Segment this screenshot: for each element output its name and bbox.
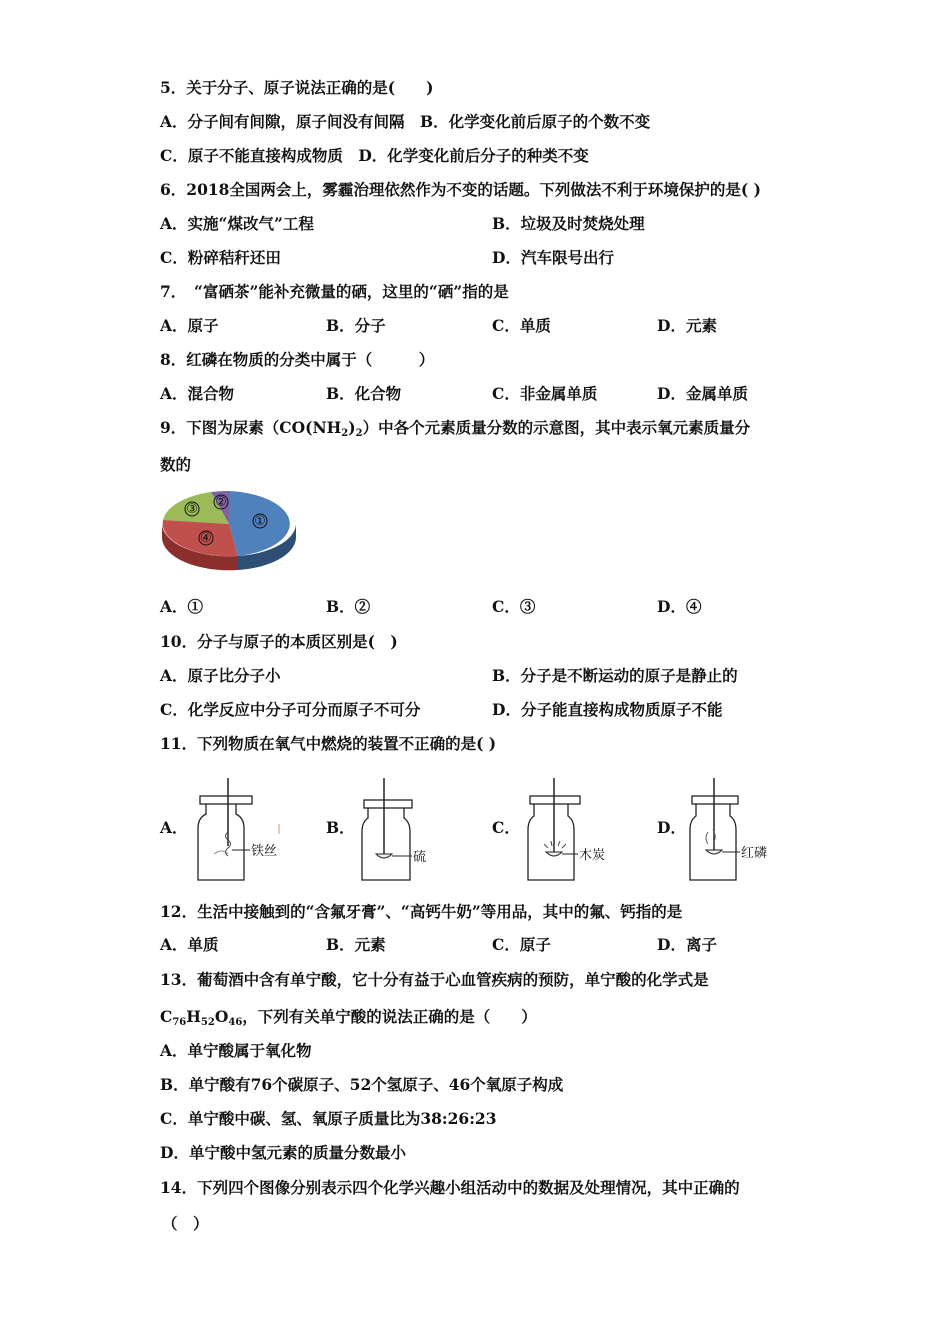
- q7-option-a: A．原子: [160, 316, 219, 335]
- q8-stem: 8．红磷在物质的分类中属于（ ）: [160, 350, 435, 369]
- q12-option-a: A．单质: [160, 935, 219, 954]
- pie-label-2: ②: [215, 495, 227, 510]
- q6-stem: 6．2018全国两会上，雾霾治理依然作为不变的话题。下列做法不利于环境保护的是( ): [160, 180, 761, 199]
- q10-stem: 10．分子与原子的本质区别是( ): [160, 632, 398, 651]
- jar-charcoal-illustration: [522, 774, 612, 886]
- q6-option-c: C．粉碎秸秆还田: [160, 248, 281, 267]
- q5-options-ab: A．分子间有间隙，原子间没有间隔 B．化学变化前后原子的个数不变: [160, 112, 651, 131]
- q5-stem: 5．关于分子、原子说法正确的是( ): [160, 78, 434, 97]
- q12-stem: 12．生活中接触到的“含氟牙膏”、“高钙牛奶”等用品，其中的氟、钙指的是: [160, 902, 683, 921]
- red-phosphorus-label: 红磷: [741, 846, 768, 861]
- q6-option-d: D．汽车限号出行: [492, 248, 614, 267]
- q12-option-d: D．离子: [657, 935, 717, 954]
- q8-option-d: D．金属单质: [657, 384, 748, 403]
- q10-option-c: C．化学反应中分子可分而原子不可分: [160, 700, 421, 719]
- q11-option-b: B．: [326, 818, 355, 837]
- q8-option-c: C．非金属单质: [492, 384, 598, 403]
- pie-label-3: ③: [186, 502, 198, 517]
- q11-option-a: A．: [160, 818, 188, 837]
- q12-option-c: C．原子: [492, 935, 551, 954]
- q13-stem: 13．葡萄酒中含有单宁酸，它十分有益于心血管疾病的预防，单宁酸的化学式是: [160, 970, 709, 989]
- q6-option-a: A．实施“煤改气”工程: [160, 214, 314, 233]
- q9-option-a: A．①: [160, 597, 204, 616]
- q7-stem: 7． “富硒茶”能补充微量的硒，这里的“硒”指的是: [160, 282, 509, 301]
- q13-option-b: B．单宁酸有76个碳原子、52个氢原子、46个氧原子构成: [160, 1075, 564, 1094]
- charcoal-label: 木炭: [579, 848, 606, 863]
- q7-option-b: B．分子: [326, 316, 386, 335]
- q13-option-d: D．单宁酸中氢元素的质量分数最小: [160, 1143, 406, 1162]
- jar-iron-wire-illustration: [192, 774, 287, 886]
- pie-label-4: ④: [200, 531, 212, 546]
- pie-label-1: ①: [254, 514, 266, 529]
- jar-sulfur-illustration: [356, 774, 436, 886]
- q6-option-b: B．垃圾及时焚烧处理: [492, 214, 645, 233]
- q10-option-d: D．分子能直接构成物质原子不能: [492, 700, 723, 719]
- q10-option-a: A．原子比分子小: [160, 666, 281, 685]
- q11-stem: 11．下列物质在氧气中燃烧的装置不正确的是( ): [160, 734, 497, 753]
- q14-stem: 14．下列四个图像分别表示四个化学兴趣小组活动中的数据及处理情况，其中正确的: [160, 1178, 740, 1197]
- q8-option-b: B．化合物: [326, 384, 402, 403]
- q9-stem: 9．下图为尿素$(CO(NH_2)_2)$中各个元素质量分数的示意图，其中表示氧元素质量分: [160, 418, 751, 439]
- q13-stem-cont: $C_{76}H_{52}O_{46}$，下列有关单宁酸的说法正确的是（ ）: [160, 1007, 537, 1028]
- q8-option-a: A．混合物: [160, 384, 235, 403]
- q9-option-d: D．④: [657, 597, 702, 616]
- urea-pie-chart: [150, 484, 310, 580]
- jar-red-phosphorus-illustration: [686, 774, 776, 886]
- iron-wire-label: 铁丝: [251, 844, 278, 859]
- q10-option-b: B．分子是不断运动的原子是静止的: [492, 666, 738, 685]
- q11-option-c: C．: [492, 818, 520, 837]
- sulfur-label: 硫: [413, 850, 427, 865]
- q11-option-d: D．: [657, 818, 686, 837]
- q5-options-cd: C．原子不能直接构成物质 D．化学变化前后分子的种类不变: [160, 146, 589, 165]
- q12-option-b: B．元素: [326, 935, 386, 954]
- q14-stem-cont: （ ）: [162, 1214, 209, 1233]
- q9-option-b: B．②: [326, 597, 371, 616]
- q9-option-c: C．③: [492, 597, 536, 616]
- q13-option-a: A．单宁酸属于氧化物: [160, 1041, 312, 1060]
- q13-option-c: C．单宁酸中碳、氢、氧原子质量比为38:26:23: [160, 1109, 497, 1128]
- q7-option-c: C．单质: [492, 316, 551, 335]
- q7-option-d: D．元素: [657, 316, 717, 335]
- q9-stem-cont: 数的: [160, 455, 192, 474]
